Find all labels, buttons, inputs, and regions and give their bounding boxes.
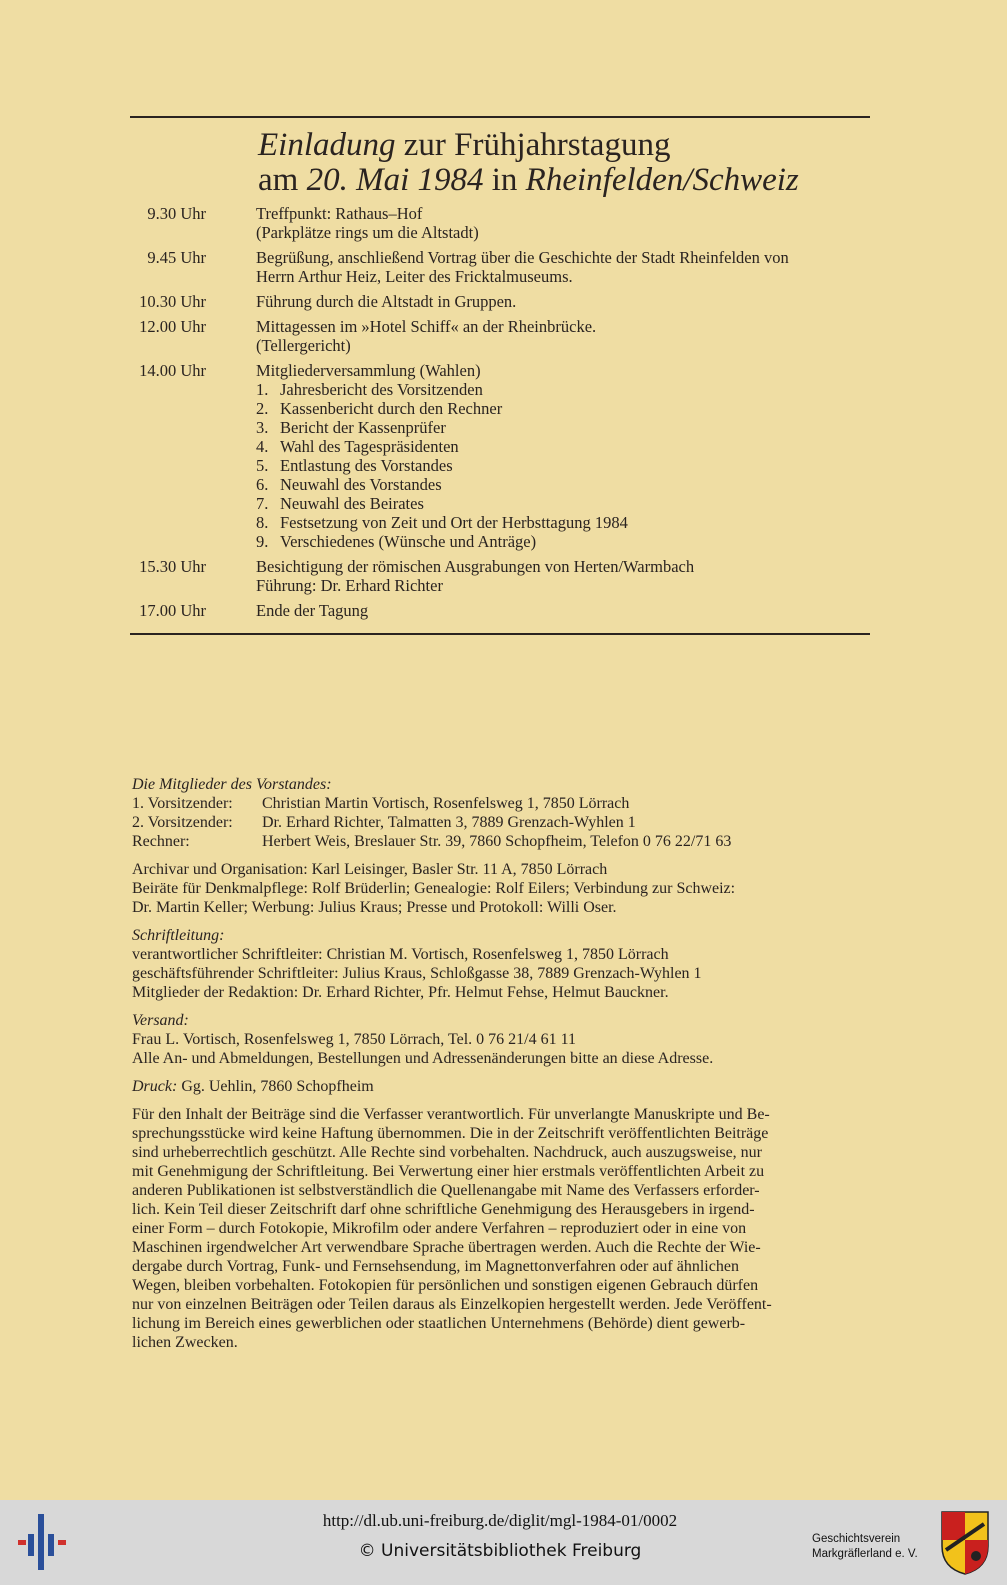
- schedule-row: [130, 292, 870, 311]
- schedule-line: Mittagessen im »Hotel Schiff« an der Rheinbrücke.: [256, 317, 597, 336]
- shipping-line-2: Alle An- und Abmeldungen, Bestellungen und Adressenänderungen bitte an diese Adresse.: [132, 1050, 714, 1067]
- board-block: [132, 775, 870, 851]
- title-segment: Einladung: [258, 127, 396, 163]
- schedule-row: [130, 361, 870, 551]
- legal-line: Wegen, bleiben vorbehalten. Fotokopien für persönlichen und sonstigen eigenen Gebrauch dürfen: [132, 1277, 759, 1294]
- schedule-description: [256, 204, 866, 242]
- schedule-time: 17.00 Uhr: [139, 601, 206, 620]
- title-line-2: [258, 163, 858, 198]
- agenda-text: Neuwahl des Beirates: [280, 494, 424, 513]
- agenda-item: [256, 456, 866, 475]
- schedule-description: [256, 557, 866, 595]
- agenda-number: 5.: [256, 456, 269, 475]
- agenda-number: 1.: [256, 380, 269, 399]
- board-member-row: [132, 832, 870, 851]
- legal-line: lichen Zwecken.: [132, 1334, 238, 1351]
- schedule-line: Ende der Tagung: [256, 601, 369, 620]
- board-heading: Die Mitglieder des Vorstandes:: [132, 776, 332, 793]
- title-line-1: [258, 128, 858, 163]
- schedule-line: (Parkplätze rings um die Altstadt): [256, 223, 479, 242]
- bottom-rule: [130, 633, 870, 635]
- board-role: 2. Vorsitzender:: [132, 814, 233, 831]
- schedule-line: Begrüßung, anschließend Vortrag über die Geschichte der Stadt Rheinfelden von: [256, 248, 789, 267]
- title-segment: am: [258, 162, 307, 198]
- legal-line: sprechungsstücke wird keine Haftung übernommen. Die in der Zeitschrift veröffentlichten Beiträge: [132, 1125, 769, 1142]
- title-segment: Rheinfelden/Schweiz: [525, 162, 799, 198]
- agenda-item: [256, 513, 866, 532]
- agenda-text: Entlastung des Vorstandes: [280, 456, 453, 475]
- schedule-line: Mitgliederversammlung (Wahlen): [256, 361, 481, 380]
- agenda-number: 9.: [256, 532, 269, 551]
- title-segment: 20. Mai 1984: [306, 162, 484, 198]
- board-role: 1. Vorsitzender:: [132, 795, 233, 812]
- schedule-time: 9.30 Uhr: [147, 204, 206, 223]
- legal-line: Maschinen irgendwelcher Art verwendbare Sprache übertragen werden. Auch die Rechte der Wie-: [132, 1239, 761, 1256]
- board-member-row: [132, 813, 870, 832]
- legal-line: sind urheberrechtlich geschützt. Alle Rechte sind vorbehalten. Nachdruck, auch auszugsweise, nur: [132, 1144, 763, 1161]
- agenda-text: Jahresbericht des Vorsitzenden: [280, 380, 483, 399]
- agenda-text: Kassenbericht durch den Rechner: [280, 399, 503, 418]
- archive-line: Archivar und Organisation: Karl Leisinger, Basler Str. 11 A, 7850 Lörrach: [132, 861, 608, 878]
- association-name: [812, 1532, 932, 1562]
- shipping-heading: Versand:: [132, 1012, 189, 1029]
- agenda-item: [256, 399, 866, 418]
- board-member-row: [132, 794, 870, 813]
- schedule-row: [130, 557, 870, 595]
- board-member: Dr. Erhard Richter, Talmatten 3, 7889 Grenzach-Wyhlen 1: [262, 814, 636, 831]
- imprint-section: [132, 775, 870, 1361]
- agenda-item: [256, 380, 866, 399]
- schedule-time: 9.45 Uhr: [147, 248, 206, 267]
- legal-line: Für den Inhalt der Beiträge sind die Verfasser verantwortlich. Für unverlangte Manuskripte und Be-: [132, 1106, 770, 1123]
- editorial-line-1: verantwortlicher Schriftleiter: Christian M. Vortisch, Rosenfelsweg 1, 7850 Lörrach: [132, 946, 669, 963]
- organisation-block: [132, 860, 870, 917]
- schedule-line: Führung durch die Altstadt in Gruppen.: [256, 292, 517, 311]
- agenda-text: Festsetzung von Zeit und Ort der Herbsttagung 1984: [280, 513, 628, 532]
- schedule-line: Treffpunkt: Rathaus–Hof: [256, 204, 423, 223]
- schedule-description: [256, 361, 866, 551]
- legal-line: lich. Kein Teil dieser Zeitschrift darf ohne schriftliche Genehmigung des Herausgebers in irgend-: [132, 1201, 755, 1218]
- advisors-line-2: Dr. Martin Keller; Werbung: Julius Kraus; Presse und Protokoll: Willi Oser.: [132, 899, 617, 916]
- legal-line: lichung im Bereich eines gewerblichen oder staatlichen Unternehmens (Behörde) dient gewerb-: [132, 1315, 746, 1332]
- legal-line: nur von einzelnen Beiträgen oder Teilen daraus als Einzelkopien hergestellt werden. Jede Veröffent-: [132, 1296, 772, 1313]
- board-rows: [132, 794, 870, 851]
- agenda-item: [256, 532, 866, 551]
- agenda-number: 7.: [256, 494, 269, 513]
- invitation-title: [258, 128, 858, 198]
- agenda-item: [256, 437, 866, 456]
- title-segment: zur Frühjahrstagung: [395, 127, 671, 163]
- schedule-time: 14.00 Uhr: [139, 361, 206, 380]
- board-member: Herbert Weis, Breslauer Str. 39, 7860 Schopfheim, Telefon 0 76 22/71 63: [262, 833, 732, 850]
- library-logo-icon: [18, 1510, 68, 1574]
- agenda-item: [256, 475, 866, 494]
- schedule-description: [256, 248, 866, 286]
- agenda-text: Bericht der Kassenprüfer: [280, 418, 446, 437]
- agenda-text: Neuwahl des Vorstandes: [280, 475, 442, 494]
- schedule-description: [256, 317, 866, 355]
- agenda-text: Wahl des Tagespräsidenten: [280, 437, 459, 456]
- agenda-number: 4.: [256, 437, 269, 456]
- editorial-line-3: Mitglieder der Redaktion: Dr. Erhard Richter, Pfr. Helmut Fehse, Helmut Bauckner.: [132, 984, 669, 1001]
- editorial-heading: Schriftleitung:: [132, 927, 225, 944]
- agenda-number: 8.: [256, 513, 269, 532]
- legal-line: mit Genehmigung der Schriftleitung. Bei Verwertung einer hier erstmals veröffentlichten Arbeit zu: [132, 1163, 765, 1180]
- schedule-time: 12.00 Uhr: [139, 317, 206, 336]
- schedule-row: [130, 601, 870, 620]
- print-block: [132, 1077, 870, 1096]
- agenda-item: [256, 418, 866, 437]
- schedule-description: [256, 601, 866, 620]
- editorial-block: [132, 926, 870, 1002]
- schedule-line: Herrn Arthur Heiz, Leiter des Fricktalmuseums.: [256, 267, 573, 286]
- schedule-line: (Tellergericht): [256, 336, 351, 355]
- schedule-list: [130, 204, 870, 626]
- schedule-line: Führung: Dr. Erhard Richter: [256, 576, 443, 595]
- coat-of-arms-icon: [940, 1510, 990, 1576]
- schedule-row: [130, 204, 870, 242]
- association-line-1: Geschichtsverein: [812, 1533, 901, 1545]
- agenda-number: 3.: [256, 418, 269, 437]
- legal-notice: [132, 1105, 870, 1352]
- agenda-item: [256, 494, 866, 513]
- schedule-description: [256, 292, 866, 311]
- legal-line: dergabe durch Vortrag, Funk- und Fernsehsendung, im Magnettonverfahren oder auf ähnlichen: [132, 1258, 739, 1275]
- schedule-time: 15.30 Uhr: [139, 557, 206, 576]
- agenda-number: 2.: [256, 399, 269, 418]
- print-label: Druck:: [132, 1078, 178, 1095]
- agenda-list: [256, 380, 866, 551]
- top-rule: [130, 116, 870, 118]
- shipping-line-1: Frau L. Vortisch, Rosenfelsweg 1, 7850 Lörrach, Tel. 0 76 21/4 61 11: [132, 1031, 577, 1048]
- title-segment: in: [483, 162, 526, 198]
- board-role: Rechner:: [132, 833, 190, 850]
- legal-line: anderen Publikationen ist selbstverständlich die Quellenangabe mit Name des Verfassers erforder-: [132, 1182, 760, 1199]
- shipping-block: [132, 1011, 870, 1068]
- schedule-time: 10.30 Uhr: [139, 292, 206, 311]
- print-text: Gg. Uehlin, 7860 Schopfheim: [177, 1078, 374, 1095]
- copyright-notice: © Universitätsbibliothek Freiburg: [358, 1541, 642, 1561]
- board-member: Christian Martin Vortisch, Rosenfelsweg 1, 7850 Lörrach: [262, 795, 630, 812]
- editorial-line-2: geschäftsführender Schriftleiter: Julius Kraus, Schloßgasse 38, 7889 Grenzach-Wyhlen 1: [132, 965, 702, 982]
- advisors-line-1: Beiräte für Denkmalpflege: Rolf Brüderlin; Genealogie: Rolf Eilers; Verbindung zur Schweiz:: [132, 880, 736, 897]
- legal-line: einer Form – durch Fotokopie, Mikrofilm oder andere Verfahren – reproduziert oder in eine von: [132, 1220, 747, 1237]
- agenda-number: 6.: [256, 475, 269, 494]
- schedule-row: [130, 248, 870, 286]
- schedule-line: Besichtigung der römischen Ausgrabungen von Herten/Warmbach: [256, 557, 695, 576]
- schedule-row: [130, 317, 870, 355]
- association-line-2: Markgräflerland e. V.: [812, 1548, 918, 1560]
- agenda-text: Verschiedenes (Wünsche und Anträge): [280, 532, 537, 551]
- document-url-link[interactable]: http://dl.ub.uni-freiburg.de/diglit/mgl-1984-01/0002: [322, 1511, 678, 1530]
